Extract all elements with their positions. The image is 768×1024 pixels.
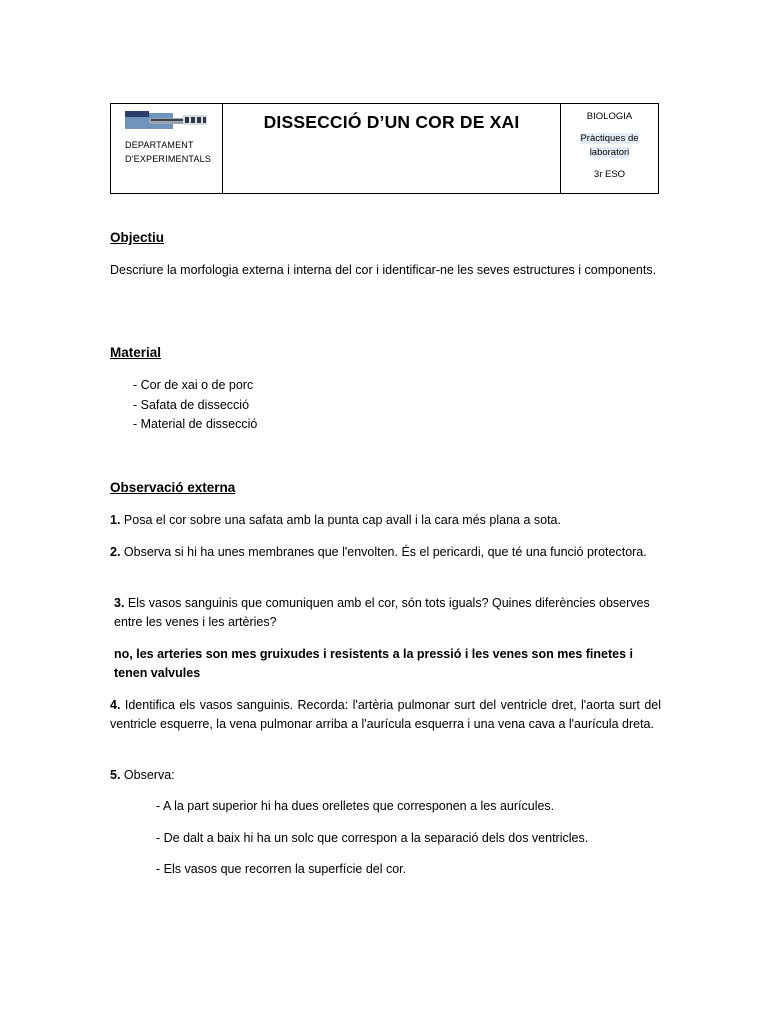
external-observation-heading: Observació externa xyxy=(110,480,236,495)
step-3 xyxy=(114,594,661,632)
school-logo-icon xyxy=(123,109,208,131)
header-logo-cell xyxy=(111,104,223,193)
material-heading: Material xyxy=(110,345,162,360)
step-1 xyxy=(110,511,661,530)
practice-line-1: Pràctiques de xyxy=(580,133,639,144)
step-text: Identifica els vasos sanguinis. Recorda: l'artèria pulmonar surt del ventricle dret, l'aorta surt del ventricle esquerre, la vena pulmonar arriba a l'aurícula esquerra i una vena cava a l'aurícula dreta. xyxy=(110,698,661,731)
department-line-1: DEPARTAMENT xyxy=(125,140,194,150)
objective-text: Descriure la morfologia externa i interna del cor i identificar-ne les seves estructures i components. xyxy=(110,263,657,277)
header-title-cell xyxy=(223,104,561,193)
observation-item: - De dalt a baix hi ha un solc que correspon a la separació dels dos ventricles. xyxy=(156,831,589,845)
step-number: 2. xyxy=(110,545,121,559)
step-text: Posa el cor sobre una safata amb la punta cap avall i la cara més plana a sota. xyxy=(120,513,561,527)
observation-item: - A la part superior hi ha dues orelletes que corresponen a les aurícules. xyxy=(156,799,555,813)
list-item: - Material de dissecció xyxy=(133,417,258,431)
department-line-2: D'EXPERIMENTALS xyxy=(125,154,212,164)
student-answer: no, les arteries son mes gruixudes i resistents a la pressió i les venes son mes finetes i tenen valvules xyxy=(114,647,633,680)
practice-label xyxy=(561,132,658,160)
step-4 xyxy=(110,696,661,734)
step-text: Observa si hi ha unes membranes que l'envolten. És el pericardi, que té una funció protectora. xyxy=(120,545,647,559)
header-table xyxy=(110,103,659,194)
step-number: 5. xyxy=(110,768,121,782)
subject-label: BIOLOGIA xyxy=(586,111,633,122)
step-number: 4. xyxy=(110,698,121,712)
step-text: Observa: xyxy=(120,768,175,782)
objective-heading: Objectiu xyxy=(110,230,165,245)
header-info-cell xyxy=(561,104,658,193)
practice-line-2: laboratori xyxy=(589,147,630,158)
step-number: 3. xyxy=(114,596,125,610)
observation-item: - Els vasos que recorren la superfície del cor. xyxy=(156,862,407,876)
step-2 xyxy=(110,543,661,562)
department-name xyxy=(125,138,211,166)
step-5 xyxy=(110,766,661,785)
list-item: - Safata de dissecció xyxy=(133,397,250,412)
step-number: 1. xyxy=(110,513,121,527)
step-text: Els vasos sanguinis que comuniquen amb el cor, són tots iguals? Quines diferències observes entre les venes i les artèries? xyxy=(114,596,650,629)
list-item: - Cor de xai o de porc xyxy=(133,378,254,392)
course-label: 3r ESO xyxy=(593,169,626,180)
document-title: DISSECCIÓ D’UN COR DE XAI xyxy=(263,112,520,132)
material-list xyxy=(133,376,257,435)
